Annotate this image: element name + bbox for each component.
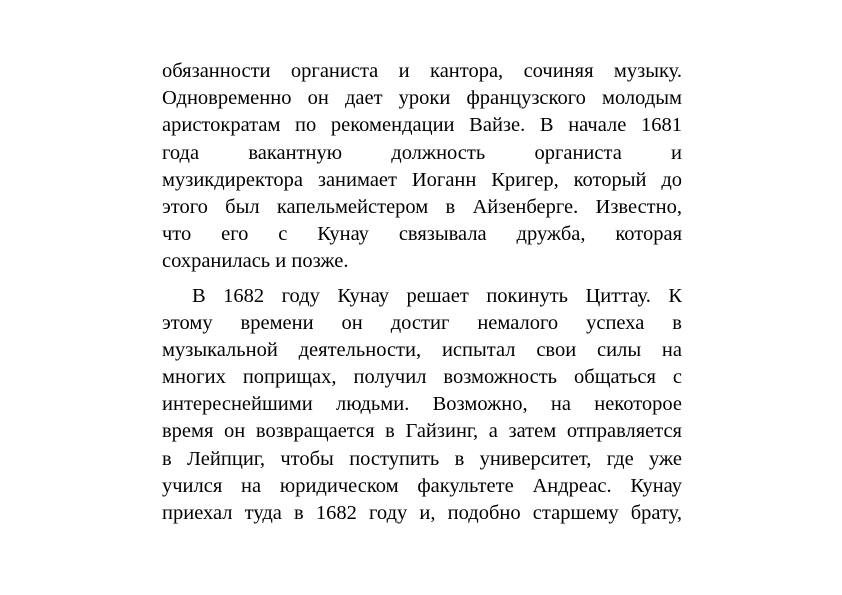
paragraph [162, 283, 682, 528]
text-line: этого был капельмейстером в Айзенберге. Известно, [162, 195, 682, 218]
paragraph-gap [162, 276, 682, 283]
text-line: сохранилась и позже. [162, 250, 349, 273]
text-line: этому времени он достиг немалого успеха в [162, 311, 682, 334]
text-line: Одновременно он дает уроки французского молодым [162, 87, 682, 110]
text-line: в Лейпциг, чтобы поступить в университет, где уже [162, 447, 682, 470]
text-line: что его с Кунау связывала дружба, которая [162, 223, 682, 246]
text-line: года вакантную должность органиста и [162, 141, 682, 164]
text-line: В 1682 году Кунау решает покинуть Циттау. К [192, 284, 682, 307]
text-line: музикдиректора занимает Иоганн Кригер, который до [162, 168, 682, 191]
text-line: время он возвращается в Гайзинг, а затем отправляется [162, 420, 682, 443]
text-line: обязанности органиста и кантора, сочиняя музыку. [162, 60, 682, 82]
text-line: многих поприщах, получил возможность общаться с [162, 366, 682, 389]
paragraph [162, 58, 682, 276]
text-line: музыкальной деятельности, испытал свои силы на [162, 338, 682, 361]
body-text [162, 58, 682, 527]
text-line: приехал туда в 1682 году и, подобно старшему брату, [162, 502, 682, 524]
text-line: аристократам по рекомендации Вайзе. В начале 1681 [162, 114, 682, 137]
text-line: учился на юридическом факультете Андреас. Кунау [162, 474, 682, 497]
text-line: интереснейшими людьми. Возможно, на некоторое [162, 393, 682, 416]
